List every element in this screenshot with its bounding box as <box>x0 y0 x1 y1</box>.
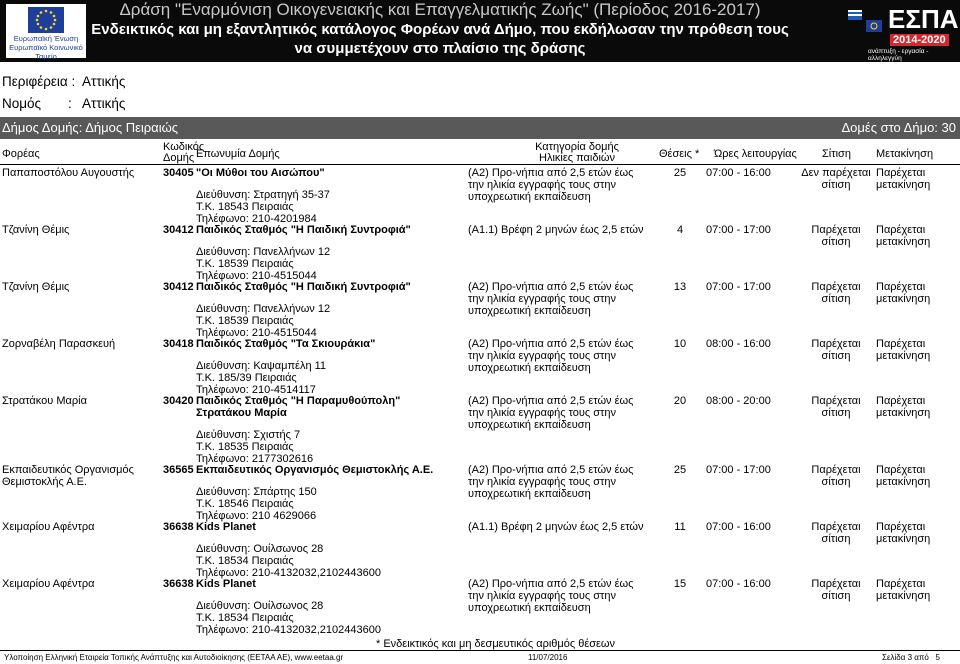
structure-address: Διεύθυνση: Καψαμπέλη 11 <box>196 360 327 372</box>
transport-status: Παρέχεται μετακίνηση <box>876 167 931 191</box>
region-label: Περιφέρεια : <box>2 74 76 89</box>
seats-count: 4 <box>676 224 684 236</box>
structure-category: (Α2) Προ-νήπια από 2,5 ετών έως την ηλικία εγγραφής τους στην υποχρεωτική εκπαίδευση <box>468 281 634 317</box>
structure-name: "Οι Μύθοι του Αισώπου" <box>196 167 325 179</box>
seats-count: 13 <box>673 281 687 293</box>
operating-hours: 07:00 - 17:00 <box>706 281 771 293</box>
meals-status: Παρέχεται σίτιση <box>811 338 861 362</box>
transport-status: Παρέχεται μετακίνηση <box>876 578 931 602</box>
structure-category: (Α2) Προ-νήπια από 2,5 ετών έως την ηλικία εγγραφής τους στην υποχρεωτική εκπαίδευση <box>468 167 634 203</box>
espa-title: ΕΣΠΑ <box>888 4 959 34</box>
meals-status: Παρέχεται σίτιση <box>811 395 861 419</box>
structure-phone: Τηλέφωνο: 210-4515044 <box>196 270 317 282</box>
structure-address: Διεύθυνση: Ουίλσωνος 28 <box>196 543 324 555</box>
eu-flag-icon <box>28 7 64 33</box>
structure-address: Διεύθυνση: Σπάρτης 150 <box>196 486 317 498</box>
prefecture-value: Αττικής <box>82 96 126 111</box>
prefecture-label: Νομός <box>2 96 42 111</box>
catalog-title-line: να συμμετέχουν στο πλαίσιο της δράσης <box>294 40 586 57</box>
catalog-title-line: Ενδεικτικός και μη εξαντλητικός κατάλογος Φορέων ανά Δήμο, που εκδήλωσαν την πρόθεση τους <box>91 21 789 38</box>
entity-name: Χειμαρίου Αφέντρα <box>2 578 95 590</box>
operating-hours: 08:00 - 16:00 <box>706 338 771 350</box>
prefecture-separator: : <box>68 96 72 111</box>
espa-slogan: ανάπτυξη - εργασία - αλληλεγγύη <box>868 48 929 62</box>
structure-count: Δομές στο Δήμο: 30 <box>841 120 956 135</box>
structure-name: Παιδικός Σταθμός "Η Παιδική Συντροφιά" <box>196 224 411 236</box>
structure-postcode: Τ.Κ. 18543 Πειραιάς <box>196 201 294 213</box>
structure-address: Διεύθυνση: Πανελλήνων 12 <box>196 246 331 258</box>
structure-name: Kids Planet <box>196 578 256 590</box>
structure-phone: Τηλέφωνο: 210-4515044 <box>196 327 317 339</box>
transport-status: Παρέχεται μετακίνηση <box>876 395 931 419</box>
meals-status: Παρέχεται σίτιση <box>811 521 861 545</box>
footer-date: 11/07/2016 <box>528 653 568 662</box>
meals-status: Δεν παρέχεται σίτιση <box>801 167 871 191</box>
structure-category: (Α1.1) Βρέφη 2 μηνών έως 2,5 ετών <box>468 224 644 236</box>
col-transport: Μετακίνηση <box>876 148 934 160</box>
col-code: Κωδικός Δομής <box>163 141 205 164</box>
meals-status: Παρέχεται σίτιση <box>811 464 861 488</box>
municipality-name: Δήμος Δομής: Δήμος Πειραιώς <box>2 120 178 135</box>
entity-name: Τζανίνη Θέμις <box>2 224 70 236</box>
structure-postcode: Τ.Κ. 18539 Πειραιάς <box>196 315 294 327</box>
structure-code: 36638 <box>163 578 194 590</box>
seats-count: 25 <box>673 167 687 179</box>
structure-category: (Α2) Προ-νήπια από 2,5 ετών έως την ηλικία εγγραφής τους στην υποχρεωτική εκπαίδευση <box>468 338 634 374</box>
operating-hours: 07:00 - 16:00 <box>706 521 771 533</box>
structure-code: 30420 <box>163 395 194 407</box>
structure-phone: Τηλέφωνο: 210 4629066 <box>196 510 317 522</box>
eu-caption: Ευρωπαϊκή Ένωση Ευρωπαϊκό Κοινωνικό Ταμείο <box>9 34 83 61</box>
operating-hours: 07:00 - 16:00 <box>706 578 771 590</box>
seats-count: 15 <box>673 578 687 590</box>
operating-hours: 07:00 - 17:00 <box>706 464 771 476</box>
eu-logo <box>6 4 86 61</box>
structure-postcode: Τ.Κ. 18546 Πειραιάς <box>196 498 294 510</box>
transport-status: Παρέχεται μετακίνηση <box>876 281 931 305</box>
footer-credit: Υλοποίηση Ελληνική Εταιρεία Τοπικής Ανάπτυξης και Αυτοδιοίκησης (ΕΕΤΑΑ ΑΕ), www.eetaa.gr <box>4 653 344 662</box>
region-value: Αττικής <box>82 74 126 89</box>
structure-address: Διεύθυνση: Στρατηγή 35-37 <box>196 189 330 201</box>
structure-category: (Α1.1) Βρέφη 2 μηνών έως 2,5 ετών <box>468 521 644 533</box>
meals-status: Παρέχεται σίτιση <box>811 281 861 305</box>
header-divider <box>0 164 960 165</box>
structure-postcode: Τ.Κ. 185/39 Πειραιάς <box>196 372 297 384</box>
transport-status: Παρέχεται μετακίνηση <box>876 224 931 248</box>
structure-postcode: Τ.Κ. 18539 Πειραιάς <box>196 258 294 270</box>
structure-code: 30418 <box>163 338 194 350</box>
structure-phone: Τηλέφωνο: 210-4132032,2102443600 <box>196 567 381 579</box>
structure-postcode: Τ.Κ. 18535 Πειραιάς <box>196 441 294 453</box>
footer-page: Σελίδα 3 από 5 <box>882 653 940 662</box>
structure-code: 36638 <box>163 521 194 533</box>
structure-address: Διεύθυνση: Ουίλσωνος 28 <box>196 600 324 612</box>
structure-name: Εκπαιδευτικός Οργανισμός Θεμιστοκλής Α.Ε. <box>196 464 434 476</box>
col-hours: Ώρες λειτουργίας <box>714 148 797 160</box>
structure-name: Παιδικός Σταθμός "Η Παραμυθούπολη" Στρατάκου Μαρία <box>196 395 401 419</box>
structure-postcode: Τ.Κ. 18534 Πειραιάς <box>196 555 294 567</box>
footer-divider <box>0 650 960 651</box>
meals-status: Παρέχεται σίτιση <box>811 578 861 602</box>
structure-phone: Τηλέφωνο: 2177302616 <box>196 453 314 465</box>
catalog-title <box>90 20 790 58</box>
structure-code: 30405 <box>163 167 194 179</box>
operating-hours: 07:00 - 17:00 <box>706 224 771 236</box>
col-seats: Θέσεις * <box>659 148 700 160</box>
structure-code: 30412 <box>163 224 194 236</box>
structure-category: (Α2) Προ-νήπια από 2,5 ετών έως την ηλικία εγγραφής τους στην υποχρεωτική εκπαίδευση <box>468 395 634 431</box>
meals-status: Παρέχεται σίτιση <box>811 224 861 248</box>
entity-name: Παπαποστόλου Αυγουστής <box>2 167 135 179</box>
structure-category: (Α2) Προ-νήπια από 2,5 ετών έως την ηλικία εγγραφής τους στην υποχρεωτική εκπαίδευση <box>468 464 634 500</box>
col-category: Κατηγορία δομής Ηλικίες παιδιών <box>535 141 619 164</box>
seats-count: 10 <box>673 338 687 350</box>
structure-address: Διεύθυνση: Σχιστής 7 <box>196 429 301 441</box>
structure-name: Kids Planet <box>196 521 256 533</box>
structure-postcode: Τ.Κ. 18534 Πειραιάς <box>196 612 294 624</box>
seats-count: 25 <box>673 464 687 476</box>
structure-name: Παιδικός Σταθμός "Τα Σκιουράκια" <box>196 338 376 350</box>
action-title: Δράση "Εναρμόνιση Οικογενειακής και Επαγγελματικής Ζωής" (Περίοδος 2016-2017) <box>119 0 761 19</box>
operating-hours: 07:00 - 16:00 <box>706 167 771 179</box>
transport-status: Παρέχεται μετακίνηση <box>876 464 931 488</box>
espa-years: 2014-2020 <box>890 34 949 46</box>
col-meals: Σίτιση <box>822 148 851 160</box>
seats-count: 11 <box>674 521 686 533</box>
structure-name: Παιδικός Σταθμός "Η Παιδική Συντροφιά" <box>196 281 411 293</box>
footnote: * Ενδεικτικός και μη δεσμευτικός αριθμός θέσεων <box>376 638 616 650</box>
entity-name: Στρατάκου Μαρία <box>2 395 87 407</box>
structure-code: 30412 <box>163 281 194 293</box>
prefecture-line <box>2 96 125 111</box>
structure-phone: Τηλέφωνο: 210-4514117 <box>196 384 316 396</box>
region-line <box>2 74 125 89</box>
transport-status: Παρέχεται μετακίνηση <box>876 338 931 362</box>
operating-hours: 08:00 - 20:00 <box>706 395 771 407</box>
structure-phone: Τηλέφωνο: 210-4201984 <box>196 213 317 225</box>
col-name: Επωνυμία Δομής <box>196 148 280 160</box>
structure-address: Διεύθυνση: Πανελλήνων 12 <box>196 303 331 315</box>
structure-phone: Τηλέφωνο: 210-4132032,2102443600 <box>196 624 381 636</box>
structure-code: 36565 <box>163 464 194 476</box>
seats-count: 20 <box>673 395 687 407</box>
espa-logo <box>846 4 959 62</box>
entity-name: Τζανίνη Θέμις <box>2 281 70 293</box>
structure-category: (Α2) Προ-νήπια από 2,5 ετών έως την ηλικία εγγραφής τους στην υποχρεωτική εκπαίδευση <box>468 578 634 614</box>
entity-name: Εκπαιδευτικός Οργανισμός Θεμιστοκλής Α.Ε. <box>2 464 134 488</box>
entity-name: Χειμαρίου Αφέντρα <box>2 521 95 533</box>
col-entity: Φορέας <box>2 148 40 160</box>
espa-flags-icon <box>846 6 886 46</box>
entity-name: Ζορναβέλη Παρασκευή <box>2 338 116 350</box>
transport-status: Παρέχεται μετακίνηση <box>876 521 931 545</box>
municipality-band <box>0 117 960 139</box>
header-banner <box>0 0 960 62</box>
